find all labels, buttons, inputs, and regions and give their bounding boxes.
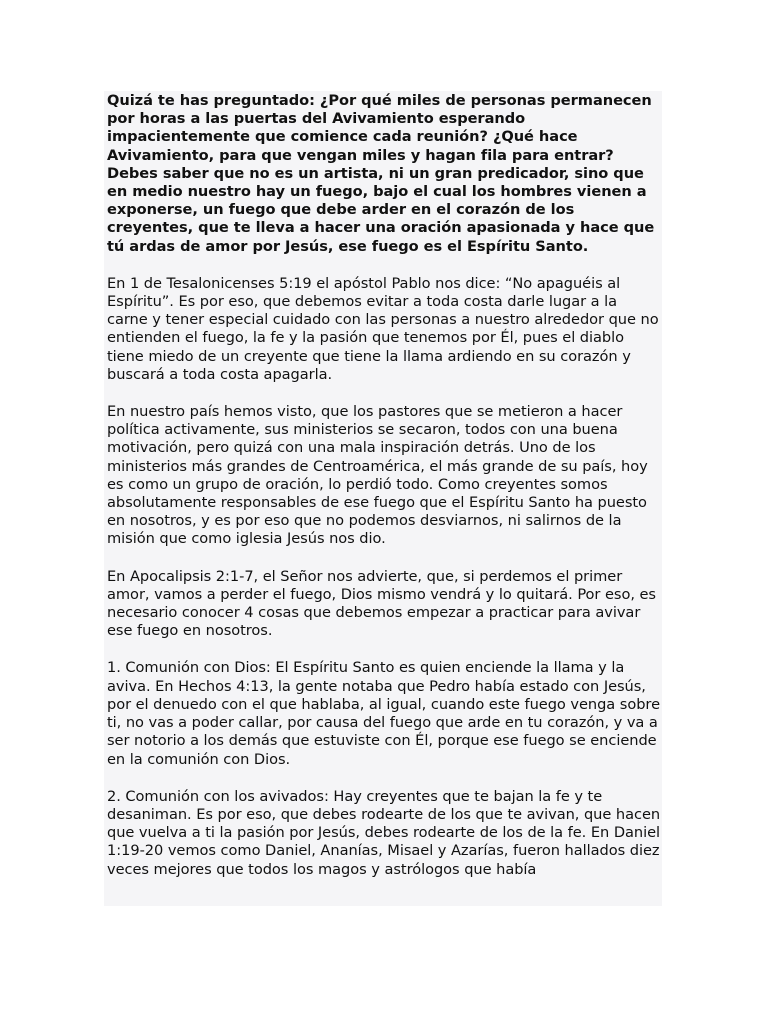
paragraph-comunion-avivados: 2. Comunión con los avivados: Hay creyentes que te bajan la fe y te desaniman. Es por eso, que debes rodearte de los que te avivan, que hacen que vuelva a ti la pasión por Jesús, debes rodearte de los de la fe. En Daniel 1:19-20 vemos como Daniel, Ananías, Misael y Azarías, fueron hallados diez veces mejores que todos los magos y astrólogos que había: [107, 787, 661, 878]
paragraph-comunion-dios: 1. Comunión con Dios: El Espíritu Santo es quien enciende la llama y la aviva. En Hechos 4:13, la gente notaba que Pedro había estado con Jesús, por el denuedo con el que hablaba, al igual, cuando este fuego venga sobre ti, no vas a poder callar, por causa del fuego que arde en tu corazón, y va a ser notorio a los demás que estuviste con Él, porque ese fuego se enciende en la comunión con Dios.: [107, 659, 660, 768]
paragraph-pais: En nuestro país hemos visto, que los pastores que se metieron a hacer política activamente, sus ministerios se secaron, todos con una buena motivación, pero quizá con una mala inspiración detrás. Uno de los ministerios más grandes de Centroamérica, el más grande de su país, hoy es como un grupo de oración, lo perdió todo. Como creyentes somos absolutamente responsables de ese fuego que el Espíritu Santo ha puesto en nosotros, y es por eso que no podemos desviarnos, ni salirnos de la misión que como iglesia Jesús nos dio.: [107, 403, 648, 548]
paragraph-tesalonicenses: En 1 de Tesalonicenses 5:19 el apóstol Pablo nos dice: “No apaguéis al Espíritu”. Es por eso, que debemos evitar a toda costa darle lugar a la carne y tener especial cuidado con las personas a nuestro alrededor que no entienden el fuego, la fe y la pasión que tenemos por Él, pues el diablo tiene miedo de un creyente que tiene la llama ardiendo en su corazón y buscará a toda costa apagarla.: [107, 274, 659, 383]
document-text-block: [104, 91, 662, 906]
paragraph-apocalipsis: En Apocalipsis 2:1-7, el Señor nos advierte, que, si perdemos el primer amor, vamos a perder el fuego, Dios mismo vendrá y lo quitará. Por eso, es necesario conocer 4 cosas que debemos empezar a practicar para avivar ese fuego en nosotros.: [107, 567, 656, 640]
intro-paragraph: Quizá te has preguntado: ¿Por qué miles de personas permanecen por horas a las puertas del Avivamiento esperando impacientemente que comience cada reunión? ¿Qué hace Avivamiento, para que vengan miles y hagan fila para entrar? Debes saber que no es un artista, ni un gran predicador, sino que en medio nuestro hay un fuego, bajo el cual los hombres vienen a exponerse, un fuego que debe arder en el corazón de los creyentes, que te lleva a hacer una oración apasionada y hace que tú ardas de amor por Jesús, ese fuego es el Espíritu Santo.: [107, 92, 655, 255]
